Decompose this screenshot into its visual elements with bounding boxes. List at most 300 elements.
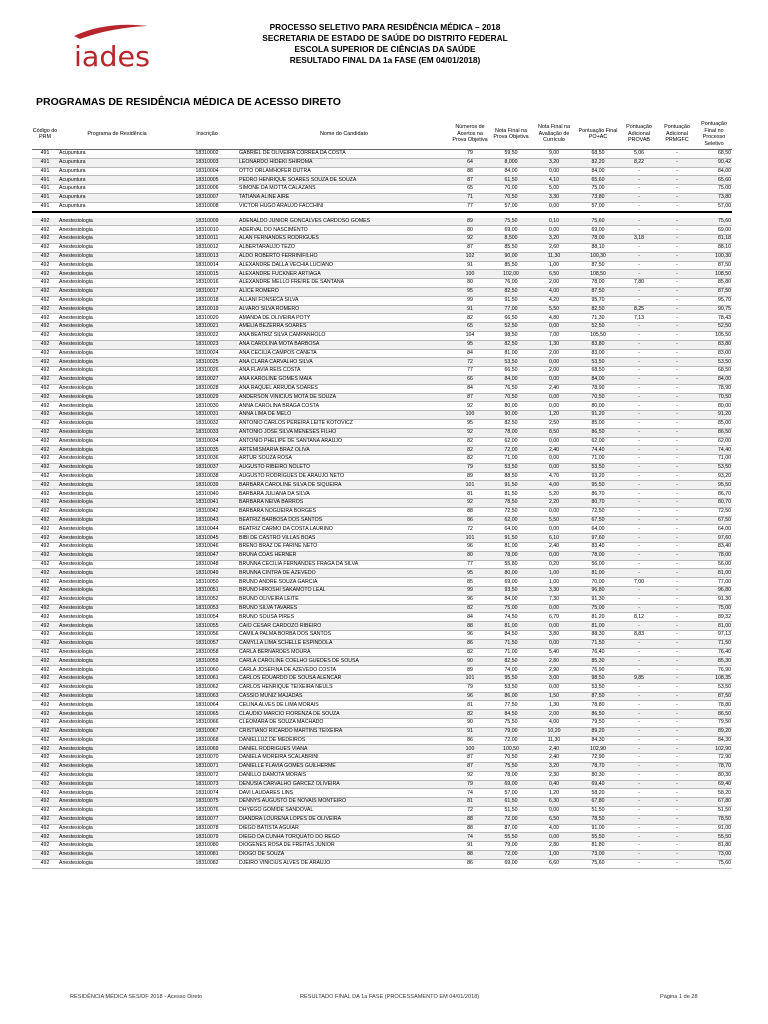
objective-cell: 81,00 bbox=[490, 622, 532, 631]
program-cell: Anestesiologia bbox=[58, 402, 176, 411]
col-header-program: Programa de Residência bbox=[58, 119, 176, 150]
code-cell: 492 bbox=[32, 226, 58, 235]
header-line-3: ESCOLA SUPERIOR DE CIÊNCIAS DA SAÚDE bbox=[294, 44, 476, 54]
table-row bbox=[32, 437, 732, 446]
curriculum-cell: 2,80 bbox=[532, 842, 576, 851]
po-ac-cell: 81,00 bbox=[576, 569, 620, 578]
inscription-cell: 18310025 bbox=[176, 358, 238, 367]
name-cell: ANTONIO PHELIPE DE SANTANA ARAUJO bbox=[238, 437, 450, 446]
code-cell: 492 bbox=[32, 745, 58, 754]
col-header-objective: Nota Final na Prova Objetiva bbox=[490, 119, 532, 150]
curriculum-cell: 3,30 bbox=[532, 587, 576, 596]
hits-cell: 88 bbox=[450, 815, 490, 824]
objective-cell: 79,00 bbox=[490, 727, 532, 736]
inscription-cell: 18310050 bbox=[176, 578, 238, 587]
inscription-cell: 18310070 bbox=[176, 754, 238, 763]
curriculum-cell: 5,20 bbox=[532, 490, 576, 499]
objective-cell: 98,50 bbox=[490, 331, 532, 340]
name-cell: ALVARO SILVA ROMERO bbox=[238, 305, 450, 314]
name-cell: ANNA CAROLINA BRAGA COSTA bbox=[238, 402, 450, 411]
table-row bbox=[32, 176, 732, 185]
final-cell: 67,80 bbox=[696, 798, 732, 807]
po-ac-cell: 76,90 bbox=[576, 666, 620, 675]
col-header-name: Nome do Candidato bbox=[238, 119, 450, 150]
objective-cell: 78,50 bbox=[490, 499, 532, 508]
inscription-cell: 18310048 bbox=[176, 560, 238, 569]
table-row bbox=[32, 560, 732, 569]
po-ac-cell: 78,70 bbox=[576, 762, 620, 771]
final-cell: 105,50 bbox=[696, 331, 732, 340]
program-cell: Anestesiologia bbox=[58, 499, 176, 508]
hits-cell: 85 bbox=[450, 578, 490, 587]
program-cell: Anestesiologia bbox=[58, 481, 176, 490]
code-cell: 492 bbox=[32, 727, 58, 736]
inscription-cell: 18310022 bbox=[176, 331, 238, 340]
provab-cell: - bbox=[620, 543, 658, 552]
prmgfc-cell: - bbox=[658, 850, 696, 859]
hits-cell: 92 bbox=[450, 428, 490, 437]
table-row bbox=[32, 859, 732, 868]
prmgfc-cell: - bbox=[658, 604, 696, 613]
code-cell: 492 bbox=[32, 692, 58, 701]
code-cell: 492 bbox=[32, 622, 58, 631]
name-cell: BEATRIZ BARBOSA DOS SANTOS bbox=[238, 516, 450, 525]
final-cell: 83,80 bbox=[696, 340, 732, 349]
code-cell: 492 bbox=[32, 710, 58, 719]
curriculum-cell: 0,00 bbox=[532, 806, 576, 815]
objective-cell: 84,00 bbox=[490, 167, 532, 176]
code-cell: 492 bbox=[32, 631, 58, 640]
code-cell: 492 bbox=[32, 305, 58, 314]
hits-cell: 102 bbox=[450, 252, 490, 261]
provab-cell: - bbox=[620, 270, 658, 279]
prmgfc-cell: - bbox=[658, 270, 696, 279]
curriculum-cell: 2,40 bbox=[532, 384, 576, 393]
inscription-cell: 18310005 bbox=[176, 176, 238, 185]
inscription-cell: 18310017 bbox=[176, 287, 238, 296]
hits-cell: 86 bbox=[450, 639, 490, 648]
prmgfc-cell: - bbox=[658, 824, 696, 833]
prmgfc-cell: - bbox=[658, 340, 696, 349]
code-cell: 492 bbox=[32, 411, 58, 420]
prmgfc-cell: - bbox=[658, 525, 696, 534]
final-cell: 78,50 bbox=[696, 815, 732, 824]
table-row bbox=[32, 507, 732, 516]
objective-cell: 82,50 bbox=[490, 340, 532, 349]
inscription-cell: 18310032 bbox=[176, 419, 238, 428]
po-ac-cell: 81,00 bbox=[576, 622, 620, 631]
prmgfc-cell: - bbox=[658, 639, 696, 648]
curriculum-cell: 6,50 bbox=[532, 270, 576, 279]
final-cell: 91,00 bbox=[696, 824, 732, 833]
prmgfc-cell: - bbox=[658, 150, 696, 159]
po-ac-cell: 70,50 bbox=[576, 393, 620, 402]
table-row bbox=[32, 375, 732, 384]
name-cell: ANNA LIMA DE MELO bbox=[238, 411, 450, 420]
name-cell: BRUNO OLIVEIRA LEITE bbox=[238, 595, 450, 604]
code-cell: 492 bbox=[32, 507, 58, 516]
provab-cell: - bbox=[620, 296, 658, 305]
table-row bbox=[32, 815, 732, 824]
name-cell: SIMONE DA MOTTA CALAZANS bbox=[238, 185, 450, 194]
prmgfc-cell: - bbox=[658, 507, 696, 516]
name-cell: ALDO ROBERTO FERRINIFILHO bbox=[238, 252, 450, 261]
inscription-cell: 18310027 bbox=[176, 375, 238, 384]
po-ac-cell: 84,00 bbox=[576, 375, 620, 384]
provab-cell: - bbox=[620, 604, 658, 613]
name-cell: ALEXANDRE DALLA VECHIA LUCIANO bbox=[238, 261, 450, 270]
provab-cell: - bbox=[620, 595, 658, 604]
prmgfc-cell: - bbox=[658, 719, 696, 728]
provab-cell: - bbox=[620, 657, 658, 666]
code-cell: 492 bbox=[32, 604, 58, 613]
final-cell: 85,00 bbox=[696, 419, 732, 428]
po-ac-cell: 65,60 bbox=[576, 176, 620, 185]
logo-swoosh bbox=[74, 25, 148, 39]
po-ac-cell: 108,50 bbox=[576, 270, 620, 279]
hits-cell: 88 bbox=[450, 507, 490, 516]
final-cell: 78,00 bbox=[696, 551, 732, 560]
objective-cell: 53,50 bbox=[490, 683, 532, 692]
table-row bbox=[32, 270, 732, 279]
code-cell: 492 bbox=[32, 252, 58, 261]
po-ac-cell: 56,00 bbox=[576, 560, 620, 569]
curriculum-cell: 0,00 bbox=[532, 202, 576, 211]
inscription-cell: 18310054 bbox=[176, 613, 238, 622]
curriculum-cell: 0,00 bbox=[532, 455, 576, 464]
table-row bbox=[32, 287, 732, 296]
table-row bbox=[32, 305, 732, 314]
hits-cell: 66 bbox=[450, 375, 490, 384]
table-row bbox=[32, 158, 732, 167]
final-cell: 79,50 bbox=[696, 719, 732, 728]
program-cell: Anestesiologia bbox=[58, 604, 176, 613]
name-cell: CELINA ALVES DE LIMA MORAIS bbox=[238, 701, 450, 710]
name-cell: ANA FLAVIA REIS COSTA bbox=[238, 367, 450, 376]
name-cell: ANA CAROLINA MOTA BARBOSA bbox=[238, 340, 450, 349]
program-cell: Anestesiologia bbox=[58, 279, 176, 288]
code-cell: 492 bbox=[32, 367, 58, 376]
curriculum-cell: 4,00 bbox=[532, 287, 576, 296]
name-cell: DIOGENES ROSA DE FREITAS JUNIOR bbox=[238, 842, 450, 851]
hits-cell: 89 bbox=[450, 218, 490, 226]
provab-cell: - bbox=[620, 507, 658, 516]
inscription-cell: 18310018 bbox=[176, 296, 238, 305]
objective-cell: 72,50 bbox=[490, 507, 532, 516]
objective-cell: 55,50 bbox=[490, 833, 532, 842]
provab-cell: - bbox=[620, 472, 658, 481]
curriculum-cell: 0,00 bbox=[532, 393, 576, 402]
table-row bbox=[32, 349, 732, 358]
curriculum-cell: 3,20 bbox=[532, 158, 576, 167]
final-cell: 78,80 bbox=[696, 701, 732, 710]
name-cell: ALLANI FONSECA SILVA bbox=[238, 296, 450, 305]
curriculum-cell: 3,20 bbox=[532, 762, 576, 771]
po-ac-cell: 78,90 bbox=[576, 384, 620, 393]
po-ac-cell: 93,20 bbox=[576, 472, 620, 481]
provab-cell: - bbox=[620, 193, 658, 202]
program-cell: Anestesiologia bbox=[58, 340, 176, 349]
po-ac-cell: 75,60 bbox=[576, 218, 620, 226]
objective-cell: 74,50 bbox=[490, 613, 532, 622]
po-ac-cell: 84,30 bbox=[576, 736, 620, 745]
name-cell: CARLOS EDUARDO DE SOUSA ALENCAR bbox=[238, 675, 450, 684]
hits-cell: 100 bbox=[450, 270, 490, 279]
table-row bbox=[32, 850, 732, 859]
program-cell: Anestesiologia bbox=[58, 419, 176, 428]
provab-cell: - bbox=[620, 745, 658, 754]
name-cell: BRENO BRAZ DE FARINE NETO bbox=[238, 543, 450, 552]
program-cell: Anestesiologia bbox=[58, 411, 176, 420]
po-ac-cell: 64,00 bbox=[576, 525, 620, 534]
code-cell: 492 bbox=[32, 384, 58, 393]
curriculum-cell: 1,00 bbox=[532, 261, 576, 270]
col-header-final: Pontuação Final no Processo Seletivo bbox=[696, 119, 732, 150]
objective-cell: 85,50 bbox=[490, 261, 532, 270]
inscription-cell: 18310053 bbox=[176, 604, 238, 613]
code-cell: 492 bbox=[32, 463, 58, 472]
inscription-cell: 18310076 bbox=[176, 806, 238, 815]
name-cell: GABRIEL DE OLIVEIRA CORREA DA COSTA bbox=[238, 150, 450, 159]
program-cell: Anestesiologia bbox=[58, 375, 176, 384]
po-ac-cell: 75,60 bbox=[576, 859, 620, 868]
prmgfc-cell: - bbox=[658, 296, 696, 305]
code-cell: 492 bbox=[32, 525, 58, 534]
table-row bbox=[32, 331, 732, 340]
program-cell: Anestesiologia bbox=[58, 789, 176, 798]
final-cell: 81,18 bbox=[696, 235, 732, 244]
prmgfc-cell: - bbox=[658, 261, 696, 270]
objective-cell: 75,00 bbox=[490, 604, 532, 613]
inscription-cell: 18310033 bbox=[176, 428, 238, 437]
table-row bbox=[32, 525, 732, 534]
col-header-inscription: Inscrição bbox=[176, 119, 238, 150]
prmgfc-cell: - bbox=[658, 675, 696, 684]
provab-cell: - bbox=[620, 815, 658, 824]
prmgfc-cell: - bbox=[658, 569, 696, 578]
hits-cell: 92 bbox=[450, 771, 490, 780]
program-cell: Anestesiologia bbox=[58, 754, 176, 763]
name-cell: AUGUSTO RODRIGUES DE ARAUJO NETO bbox=[238, 472, 450, 481]
prmgfc-cell: - bbox=[658, 419, 696, 428]
program-cell: Anestesiologia bbox=[58, 428, 176, 437]
name-cell: CLEOMARA DE SOUZA MACHADO bbox=[238, 719, 450, 728]
name-cell: ARTUR SOUZA ROSA bbox=[238, 455, 450, 464]
program-cell: Anestesiologia bbox=[58, 463, 176, 472]
header-line-2: SECRETARIA DE ESTADO DE SAÚDE DO DISTRITO FEDERAL bbox=[262, 33, 508, 43]
provab-cell: - bbox=[620, 176, 658, 185]
prmgfc-cell: - bbox=[658, 745, 696, 754]
curriculum-cell: 6,50 bbox=[532, 815, 576, 824]
program-cell: Acupuntura bbox=[58, 202, 176, 211]
objective-cell: 69,00 bbox=[490, 578, 532, 587]
curriculum-cell: 10,20 bbox=[532, 727, 576, 736]
curriculum-cell: 0,00 bbox=[532, 683, 576, 692]
program-cell: Anestesiologia bbox=[58, 569, 176, 578]
objective-cell: 57,00 bbox=[490, 789, 532, 798]
name-cell: AMELIA BEZERRA SOARES bbox=[238, 323, 450, 332]
inscription-cell: 18310030 bbox=[176, 402, 238, 411]
hits-cell: 79 bbox=[450, 683, 490, 692]
objective-cell: 81,00 bbox=[490, 349, 532, 358]
provab-cell: 3,18 bbox=[620, 235, 658, 244]
name-cell: DIEGO DA CUNHA TORQUATO DO REGO bbox=[238, 833, 450, 842]
final-cell: 71,00 bbox=[696, 455, 732, 464]
code-cell: 492 bbox=[32, 331, 58, 340]
program-cell: Anestesiologia bbox=[58, 666, 176, 675]
inscription-cell: 18310058 bbox=[176, 648, 238, 657]
po-ac-cell: 75,00 bbox=[576, 604, 620, 613]
prmgfc-cell: - bbox=[658, 402, 696, 411]
hits-cell: 88 bbox=[450, 167, 490, 176]
col-header-curriculum: Nota Final na Avaliação de Currículo bbox=[532, 119, 576, 150]
table-row bbox=[32, 710, 732, 719]
hits-cell: 89 bbox=[450, 472, 490, 481]
final-cell: 78,90 bbox=[696, 384, 732, 393]
objective-cell: 8,500 bbox=[490, 235, 532, 244]
table-row bbox=[32, 516, 732, 525]
prmgfc-cell: - bbox=[658, 331, 696, 340]
objective-cell: 72,00 bbox=[490, 815, 532, 824]
code-cell: 492 bbox=[32, 270, 58, 279]
final-cell: 75,60 bbox=[696, 859, 732, 868]
table-row bbox=[32, 806, 732, 815]
name-cell: BEATRIZ CARMO DA COSTA LAURINO bbox=[238, 525, 450, 534]
po-ac-cell: 71,00 bbox=[576, 455, 620, 464]
provab-cell: - bbox=[620, 499, 658, 508]
table-row bbox=[32, 692, 732, 701]
final-cell: 68,50 bbox=[696, 367, 732, 376]
name-cell: ANA CECILIA CAMPOS CANETA bbox=[238, 349, 450, 358]
provab-cell: - bbox=[620, 167, 658, 176]
inscription-cell: 18310080 bbox=[176, 842, 238, 851]
name-cell: CRISTIANO RICARDO MARTINS TEIXEIRA bbox=[238, 727, 450, 736]
po-ac-cell: 82,20 bbox=[576, 158, 620, 167]
hits-cell: 77 bbox=[450, 367, 490, 376]
inscription-cell: 18310073 bbox=[176, 780, 238, 789]
po-ac-cell: 95,50 bbox=[576, 481, 620, 490]
po-ac-cell: 87,50 bbox=[576, 287, 620, 296]
table-row bbox=[32, 543, 732, 552]
hits-cell: 87 bbox=[450, 243, 490, 252]
provab-cell: - bbox=[620, 252, 658, 261]
program-cell: Anestesiologia bbox=[58, 701, 176, 710]
inscription-cell: 18310034 bbox=[176, 437, 238, 446]
curriculum-cell: 3,00 bbox=[532, 675, 576, 684]
po-ac-cell: 89,20 bbox=[576, 727, 620, 736]
footer-center: RESULTADO FINAL DA 1a FASE (PROCESSAMENTO EM 04/01/2018) bbox=[300, 994, 480, 1000]
code-cell: 492 bbox=[32, 218, 58, 226]
curriculum-cell: 1,00 bbox=[532, 569, 576, 578]
curriculum-cell: 0,40 bbox=[532, 780, 576, 789]
name-cell: DAVI LAUDARES LINS bbox=[238, 789, 450, 798]
final-cell: 89,32 bbox=[696, 613, 732, 622]
po-ac-cell: 67,80 bbox=[576, 798, 620, 807]
final-cell: 102,90 bbox=[696, 745, 732, 754]
code-cell: 492 bbox=[32, 472, 58, 481]
po-ac-cell: 81,20 bbox=[576, 613, 620, 622]
name-cell: ARTEMISMARIA BRAZ OLIVA bbox=[238, 446, 450, 455]
program-cell: Anestesiologia bbox=[58, 850, 176, 859]
name-cell: CAIO CESAR CARDOZO RIBEIRO bbox=[238, 622, 450, 631]
final-cell: 108,35 bbox=[696, 675, 732, 684]
prmgfc-cell: - bbox=[658, 499, 696, 508]
results-table bbox=[32, 119, 732, 869]
provab-cell: - bbox=[620, 798, 658, 807]
code-cell: 492 bbox=[32, 789, 58, 798]
curriculum-cell: 0,00 bbox=[532, 639, 576, 648]
final-cell: 52,50 bbox=[696, 323, 732, 332]
curriculum-cell: 2,80 bbox=[532, 657, 576, 666]
table-row bbox=[32, 587, 732, 596]
final-cell: 75,00 bbox=[696, 604, 732, 613]
table-header bbox=[32, 119, 732, 150]
program-cell: Anestesiologia bbox=[58, 780, 176, 789]
objective-cell: 91,50 bbox=[490, 534, 532, 543]
hits-cell: 95 bbox=[450, 569, 490, 578]
program-cell: Anestesiologia bbox=[58, 235, 176, 244]
po-ac-cell: 76,40 bbox=[576, 648, 620, 657]
prmgfc-cell: - bbox=[658, 798, 696, 807]
curriculum-cell: 6,70 bbox=[532, 613, 576, 622]
code-cell: 492 bbox=[32, 235, 58, 244]
provab-cell: - bbox=[620, 446, 658, 455]
name-cell: ANA RAQUEL ARRUDA SOARES bbox=[238, 384, 450, 393]
table-row bbox=[32, 842, 732, 851]
hits-cell: 64 bbox=[450, 158, 490, 167]
code-cell: 492 bbox=[32, 666, 58, 675]
po-ac-cell: 53,50 bbox=[576, 463, 620, 472]
objective-cell: 82,50 bbox=[490, 657, 532, 666]
objective-cell: 87,00 bbox=[490, 824, 532, 833]
objective-cell: 84,00 bbox=[490, 375, 532, 384]
code-cell: 492 bbox=[32, 543, 58, 552]
objective-cell: 66,50 bbox=[490, 314, 532, 323]
final-cell: 53,50 bbox=[696, 683, 732, 692]
inscription-cell: 18310016 bbox=[176, 279, 238, 288]
name-cell: CARLA JOSEFINA DE AZEVEDO COSTA bbox=[238, 666, 450, 675]
col-header-code: Código do PRM bbox=[32, 119, 58, 150]
hits-cell: 99 bbox=[450, 587, 490, 596]
hits-cell: 82 bbox=[450, 604, 490, 613]
inscription-cell: 18310046 bbox=[176, 543, 238, 552]
table-row bbox=[32, 218, 732, 226]
name-cell: DANIELLE FLAVIA GOMES GUILHERME bbox=[238, 762, 450, 771]
inscription-cell: 18310074 bbox=[176, 789, 238, 798]
inscription-cell: 18310011 bbox=[176, 235, 238, 244]
objective-cell: 80,00 bbox=[490, 569, 532, 578]
provab-cell: - bbox=[620, 842, 658, 851]
name-cell: DJEIRO VINICIUS ALVES DE ARAUJO bbox=[238, 859, 450, 868]
table-row bbox=[32, 719, 732, 728]
curriculum-cell: 4,00 bbox=[532, 824, 576, 833]
po-ac-cell: 83,80 bbox=[576, 340, 620, 349]
inscription-cell: 18310039 bbox=[176, 481, 238, 490]
code-cell: 492 bbox=[32, 859, 58, 868]
inscription-cell: 18310061 bbox=[176, 675, 238, 684]
table-row bbox=[32, 551, 732, 560]
provab-cell: - bbox=[620, 402, 658, 411]
po-ac-cell: 86,70 bbox=[576, 490, 620, 499]
inscription-cell: 18310006 bbox=[176, 185, 238, 194]
table-row bbox=[32, 185, 732, 194]
hits-cell: 100 bbox=[450, 411, 490, 420]
code-cell: 492 bbox=[32, 358, 58, 367]
provab-cell: 8,12 bbox=[620, 613, 658, 622]
final-cell: 69,00 bbox=[696, 226, 732, 235]
inscription-cell: 18310007 bbox=[176, 193, 238, 202]
table-row bbox=[32, 261, 732, 270]
